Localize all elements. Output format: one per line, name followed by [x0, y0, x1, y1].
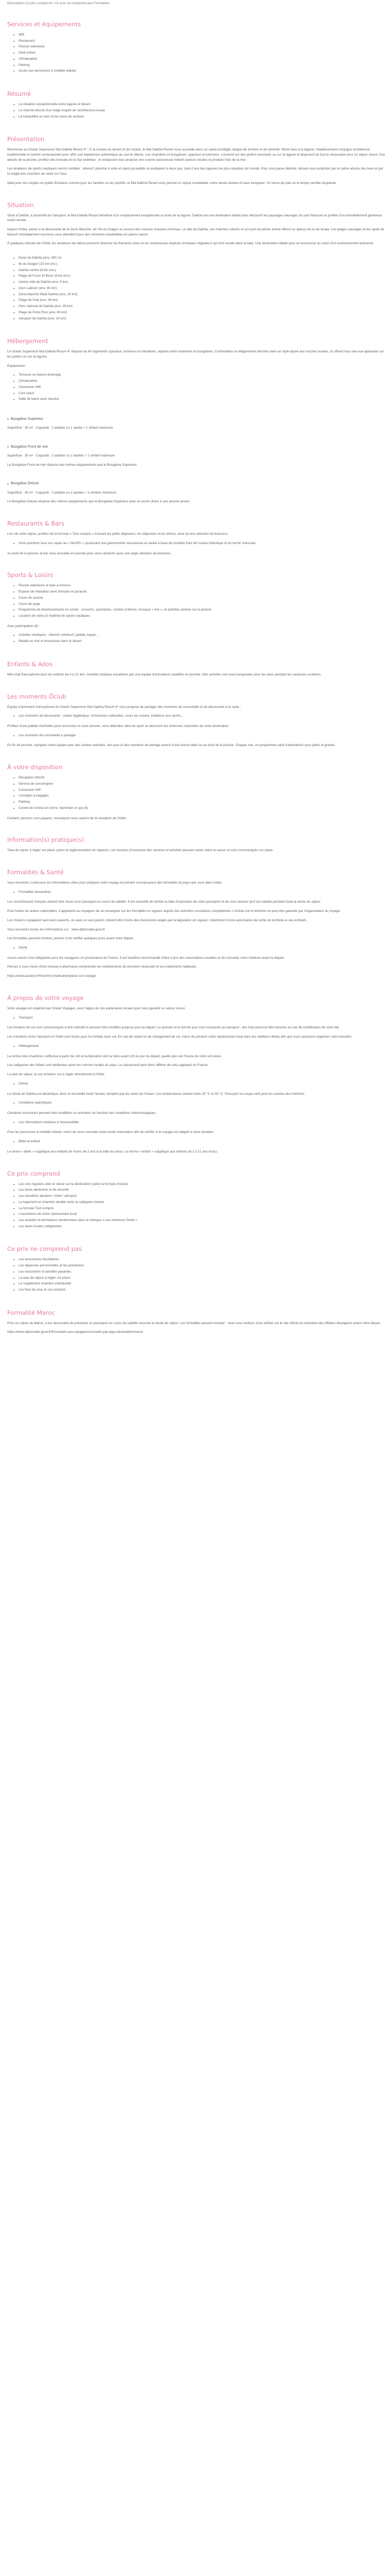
paragraph: Le Bungalow Front de mer dispose des mêmes équipements que le Bungalow Supérieur. [7, 463, 138, 467]
list-item: • La taxe de séjour à régler sur place [19, 1276, 386, 1281]
bullet-icon: • [7, 417, 9, 422]
list-item: • Piscine extérieure [19, 44, 386, 49]
paragraph: Votre voyage est organisé par Océan Voyages, avec l'appui de nos partenaires locaux pour vous garantir un séjour réussi. [7, 1006, 186, 1010]
list-item: • Transport [19, 1015, 386, 1021]
list-item: • Parc national de Dakhla (env. 30 km) [19, 304, 386, 309]
paragraph: Les formalités peuvent évoluer, pensez à les vérifier quelques jours avant votre départ. [7, 937, 134, 941]
list-item: • Location de vélos et matériel de sports nautiques [19, 614, 386, 619]
section-situation [7, 190, 386, 327]
section-a-votre-disposition [7, 752, 386, 825]
list-item: • Les taxes locales obligatoires [19, 1224, 386, 1229]
list-item: • Hébergement [19, 1044, 386, 1049]
list-item: • L'assistance de notre représentant local [19, 1212, 386, 1217]
list-item: • Coin salon [19, 391, 386, 396]
list-item: • Ile du Dragon (10 km env.) [19, 262, 386, 267]
spacer [7, 250, 386, 256]
section-enfants-ados [7, 649, 386, 682]
list-item: • Les moments de découverte : visites hygiénique, immersions culturelles, cours de cuisine, initiations aux sports... [19, 714, 386, 719]
list-item: • Vous prendrez tous vos repas au « NAURI », proposant une gastronomie savoureuse et variée à base de produits frais de l'océan Atlantique et du terroir marocain. [19, 541, 386, 546]
section-title: Présentation [7, 135, 45, 143]
list-item: • Balade en 4x4 et excursions dans le désert [19, 639, 386, 644]
paragraph: Situé à Dakhla, à proximité de l'aéroport, le Mia Dakhla Resort bénéficie d'un emplacement exceptionnel au bord de la lagune. Dakhla est une destination idéale pour découvrir les paysages sauvages du sud marocain et profiter d'un ensoleillement généreux toute l'année. [7, 213, 382, 223]
paragraph: La taxe de séjour, le cas échéant, est à régler directement à l'hôtel. [7, 1073, 105, 1077]
paragraph: Les catégories des hôtels sont attribuées selon les normes locales du pays. Le classement peut donc différer de celui appliqué en France. [7, 1063, 209, 1067]
bullet-list [7, 1139, 386, 1145]
list-item: • Les informations relatives à l'accessibilité [19, 1120, 386, 1125]
section-title: Formalité Maroc [7, 1309, 55, 1316]
list-item: • Les assurances facultatives [19, 1257, 386, 1262]
section-title: À votre disposition [7, 764, 63, 771]
paragraph: En fin de journée, rejoignez notre équipe pour des soirées animées, des jeux et des moments de partage autour d'une bonne table ou au bord de la piscine. Chaque soir, un programme varié d'animations pour petits et grands. [7, 743, 336, 748]
paragraph: Les mineurs voyageant sans leurs parents, ou avec un seul parent, doivent être munis des documents exigés par la législation en vigueur, notamment d'une autorisation de sortie du territoire le cas échéant. [7, 918, 307, 922]
list-item: • Formalités douanières [19, 890, 386, 895]
section-title: Services et équipements [7, 21, 81, 28]
list-item: • Oum Labouïr (env. 40 km) [19, 286, 386, 291]
list-item: • La tranquillité au sein d'une oasis de verdure [19, 114, 386, 120]
section-hebergement [7, 326, 386, 509]
paragraph: Idéal pour les couples en quête d'évasion comme pour les familles ou les sportifs, le Mia Dakhla Resort vous promet un séjour inoubliable, entre dunes dorées et eaux turquoise. Un havre de paix où le temps semble suspendu. [7, 181, 337, 185]
paragraph: Le Bungalow Deluxe dispose des mêmes équipements que le Bungalow Supérieur avec un accès direct à une piscine privée. [7, 500, 190, 504]
section-title: Enfants & Ados [7, 660, 53, 668]
intro-links: Description Ce prix comprend / Ce prix ne comprend pas Formalités [7, 2, 110, 5]
list-item: • Salle de bains avec douche [19, 397, 386, 402]
list-item: • Centre de remise en forme, hammam et spa (€) [19, 806, 386, 811]
list-item: • Climatisation [19, 379, 386, 384]
paragraph: La remise des chambres s'effectue à partir de 14h et la libération doit se faire avant 12h le jour du départ, quelle que soit l'heure de votre vol retour. [7, 1054, 222, 1058]
list-item: • Espace de relaxation avec transats et parasols [19, 589, 386, 595]
list-item: • Connexion Wifi [19, 788, 386, 793]
paragraph: Profitez d'une palette d'activités pour rencontrer et vous amuser, vous détendre, faire du sport ou découvrir les richesses culturelles de votre destination. [7, 724, 230, 728]
list-item: • Conditions spécifiques [19, 1100, 386, 1106]
section-resume [7, 79, 386, 124]
list-item: • Les activités et animations mentionnées dans la rubrique « Les moments Ôclub » [19, 1218, 386, 1223]
subsection-title: Bungalow Deluxe [10, 482, 39, 486]
paragraph: Le terme « bébé » s'applique aux enfants de moins de 2 ans à la date du retour. Le terme « enfant » s'applique aux enfants de 2 à 11 ans inclus. [7, 1149, 218, 1154]
list-item: • Consigne à bagages [19, 793, 386, 799]
paragraph: Vous trouverez ci-dessous les informations utiles pour préparer votre voyage et prendre connaissance des formalités du pays que vous allez visiter. [7, 880, 223, 885]
bullet-list [7, 1182, 386, 1230]
list-item: • Wifi [19, 32, 386, 38]
section-ce-prix-ne-comprend-pas [7, 1234, 386, 1297]
subsection-heading [7, 444, 386, 450]
bullet-list [7, 1044, 386, 1050]
section-formalite-maroc [7, 1298, 386, 1339]
section-ce-prix-comprend [7, 1159, 386, 1234]
section-information-s-pratique-s [7, 825, 386, 857]
section-title: Sports & Loisirs [7, 571, 54, 579]
section-sports-loisirs [7, 560, 386, 649]
subsection-title: Bungalow Supérieur [10, 417, 43, 421]
paragraph: Le Océan Supervisor Mia Dakhla Resort 4* dispose de 60 logements spacieux, lumineux et climatisés, répartis entre chambres et bungalows. Confortables et élégamment décorés dans un style épuré aux touches locales, ils offrent tous une vue apaisante sur les jardins ou sur la lagune. [7, 350, 384, 359]
section-title: Hébergement [7, 337, 48, 345]
section-title: Les moments Ôclub [7, 692, 67, 700]
list-item: • La situation exceptionnelle entre lagune et désert [19, 102, 386, 107]
list-item: • Dune blanche Wadi Dakhla (env. 20 km) [19, 292, 386, 297]
list-item: • Connexion Wifi [19, 385, 386, 390]
bullet-list [7, 733, 386, 739]
subsection-title: Bungalow Front de mer [10, 445, 48, 449]
list-item: • Cours de yoga [19, 602, 386, 607]
paragraph: Superficie : 45 m² - Capacité : 3 adultes ou 2 adultes + 2 enfants maximum [7, 490, 117, 495]
bullet-list [7, 541, 386, 547]
bullet-list [7, 945, 386, 952]
paragraph: Bienvenue au Océan Supervisor Mia Dakhla Resort 4* ! À la croisée du désert et de l'océan, le Mia Dakhla Resort vous accueille dans un cadre privilégié, baigné de lumière et de sérénité. Niché face à la lagune, l'établissement conjugue architecture traditionnelle et confort contemporain pour offrir une expérience authentique au sud du Maroc. Les chambres et bungalows, spacieux et lumineux, s'ouvrent sur des jardins luxuriants ou sur la lagune et disposent de tout le nécessaire pour un séjour réussi. Aux abords de la piscine, profitez des transats et du bar extérieur ; le restaurant vous propose une cuisine savoureuse mêlant saveurs locales et produits frais de la mer. [7, 148, 385, 162]
bullet-list [7, 1081, 386, 1088]
list-item: • La formule Tout compris [19, 1206, 386, 1211]
list-item: • Terrasse ou balcon aménagé [19, 372, 386, 378]
bullet-list [7, 890, 386, 896]
list-item: • Centre-ville de Dakhla (env. 5 km) [19, 280, 386, 285]
section-a-propos-de-votre-voyage [7, 983, 386, 1159]
list-item: • Dune de Dakhla (env. 300 m) [19, 256, 386, 261]
list-item: • Les taxes aériennes et de sécurité [19, 1188, 386, 1193]
section-title: À propos de votre voyage [7, 994, 84, 1002]
content [7, 9, 386, 1339]
list-item: • Bébé et enfant [19, 1139, 386, 1144]
list-item: • Parking [19, 63, 386, 68]
subsection-heading [7, 416, 386, 422]
list-item: • Réception 24h/24 [19, 775, 386, 781]
bullet-list [7, 1015, 386, 1022]
section-restaurants-bars [7, 509, 386, 560]
page [0, 1, 391, 1339]
section-title: Résumé [7, 90, 31, 98]
paragraph: https://www.pasteur.fr/fr/centre-medical/preparer-son-voyage [7, 974, 96, 978]
paragraph: Lors de votre séjour, profitez de la formule « Tout compris » incluant les petits déjeuners, les déjeuners et les dîners, ainsi qu'une sélection de boissons. [7, 532, 229, 536]
list-item: • Climatisation [19, 57, 386, 62]
bullet-list [7, 714, 386, 720]
list-item: • Le logement en chambre double selon la catégorie choisie [19, 1200, 386, 1205]
paragraph: Superficie : 35 m² - Capacité : 2 adultes ou 2 adultes + 1 enfant maximum [7, 454, 115, 458]
list-item: • Climat [19, 1081, 386, 1087]
list-item: • Accès aux personnes à mobilité réduite [19, 69, 386, 74]
list-item: • Plage de Porto Rico (env. 60 km) [19, 310, 386, 315]
list-item: • Restaurant [19, 39, 386, 44]
list-item: • Les vols réguliers aller et retour sur la destination (selon la formule choisie) [19, 1182, 386, 1187]
list-item: • Club enfant [19, 50, 386, 56]
list-item: • Service de conciergerie [19, 782, 386, 787]
list-item: • Santé [19, 945, 386, 951]
bullet-list [7, 1257, 386, 1293]
paragraph: Les transferts entre l'aéroport et l'hôtel sont inclus pour les forfaits avec vol. En cas de retard ou de changement de vol, merci de prévenir notre représentant local dans les meilleurs délais afin que nous puissions organiser votre transfert. [7, 1035, 352, 1039]
paragraph: https://www.diplomatie.gouv.fr/fr/conseils-aux-voyageurs/conseils-par-pays-destination/maroc [7, 1330, 143, 1334]
paragraph: Depuis l'hôtel, partez à la découverte de la Dune Blanche, de l'île du Dragon ou encore des sources chaudes d'Asmaa. La ville de Dakhla, ses marchés colorés et son port de pêche animé offrent un aperçu de la vie locale. Les plages sauvages et les spots de kitesurf mondialement reconnus vous attendent pour des moments inoubliables en pleine nature. [7, 227, 384, 236]
subsection-heading [7, 481, 386, 487]
list-item: • Activités nautiques : kitesurf, windsurf, paddle, kayak... [19, 633, 386, 638]
list-item: • Les excursions et activités payantes [19, 1269, 386, 1275]
paragraph: Pour les personnes à mobilité réduite, merci de nous consulter avant toute réservation afin de vérifier si le voyage est adapté à votre situation. [7, 1130, 215, 1134]
list-item: • Le charme discret d'un lodge inspiré de l'architecture locale [19, 108, 386, 113]
section-les-moments-oclub [7, 682, 386, 753]
list-item: • Le supplément chambre individuelle [19, 1281, 386, 1286]
bullet-list [7, 372, 386, 403]
section-services-et-equipements [7, 9, 386, 79]
paragraph: Avec participation (€) : [7, 624, 40, 628]
paragraph: Équipement : [7, 364, 27, 368]
list-item: • Piscine extérieure et bain à remous [19, 583, 386, 588]
bullet-list [7, 32, 386, 75]
list-item: • Les frais de visa, le cas échéant [19, 1287, 386, 1293]
bullet-list [7, 775, 386, 811]
paragraph: Pensez à vous munir d'une trousse à pharmacie comprenant les médicaments de première nécessité et vos traitements habituels. [7, 965, 197, 969]
section-title: Restaurants & Bars [7, 520, 64, 528]
bullet-list [7, 633, 386, 645]
list-item: • Plage de Foum El Bouir (6 km env.) [19, 274, 386, 279]
paragraph: Certaines excursions peuvent être modifiées ou annulées en fonction des conditions météorologiques. [7, 1111, 157, 1115]
section-title: Ce prix ne comprend pas [7, 1245, 82, 1253]
paragraph: Mini-club francophone pour les enfants de 4 à 12 ans. Activités ludiques encadrées par une équipe d'animateurs qualifiés en journée. Des activités sont aussi proposées pour les ados pendant les vacances scolaires. [7, 672, 322, 676]
section-title: Situation [7, 201, 34, 209]
paragraph: Les ressortissants français doivent être munis d'un passeport en cours de validité. Il est conseillé de vérifier la date d'expiration de votre passeport et de vous assurer qu'il est valable pendant toute la durée du séjour. [7, 900, 321, 904]
paragraph: Taxe de séjour à régler sur place (selon la réglementation en vigueur). Les horaires d'ouverture des services et activités peuvent varier selon la saison et sont communiqués sur place. [7, 849, 274, 853]
section-title: Ce prix comprend [7, 1170, 60, 1177]
list-item: • Les transferts aéroport / hôtel / aéroport [19, 1194, 386, 1199]
paragraph: Le climat de Dakhla est désertique, doux et ensoleillé toute l'année, tempéré par les vents de l'océan. Les températures varient entre 20 °C et 30 °C. Prévoyez un coupe-vent pour les soirées plus fraîches. [7, 1092, 305, 1096]
paragraph: Les horaires de vol sont communiqués à titre indicatif et peuvent être modifiés jusqu'au jour du départ. Le premier et le dernier jour sont consacrés au transport ; des frais pourront être facturés en cas de modification de votre fait. [7, 1026, 340, 1030]
bullet-icon: • [7, 481, 9, 486]
list-item: • Plage de l'Isla (env. 40 km) [19, 298, 386, 303]
list-item: • Parking [19, 800, 386, 805]
bullet-list [7, 102, 386, 120]
bullet-icon: • [7, 444, 9, 449]
section-title: Information(s) pratique(s) [7, 836, 84, 844]
section-presentation [7, 124, 386, 190]
paragraph: Équipe d'animation francophone du Océan Supervisor Mia Dakhla Resort 4* vous propose de partager des moments de convivialité et de découverte à la carte : [7, 705, 241, 709]
section-title: Formalités & Santé [7, 868, 64, 876]
bullet-list [7, 1120, 386, 1126]
bullet-list [7, 256, 386, 322]
list-item: • Aéroport de Dakhla (env. 10 km) [19, 316, 386, 321]
paragraph: Pour un séjour au Maroc, il est nécessaire de présenter un passeport en cours de validité couvrant la durée du séjour. Les formalités peuvent évoluer : nous vous invitons à les vérifier sur le site officiel du ministère des Affaires étrangères avant votre départ. [7, 1321, 381, 1325]
paragraph: Aucun vaccin n'est obligatoire pour les voyageurs en provenance de France. Il est toutefois recommandé d'être à jour des vaccinations usuelles et de consulter votre médecin avant le départ. [7, 956, 285, 960]
list-item: • Programme de divertissements en soirée : concerts, spectacles, soirées à thème, musique « live », et activités variées sur la piscine [19, 607, 386, 613]
section-formalites-sante [7, 857, 386, 983]
paragraph: Les amateurs de sports nautiques seront comblés : kitesurf, planche à voile et stand up paddle se pratiquent à deux pas, dans l'une des lagunes les plus réputées du monde. Pour une pause détente, laissez-vous emporter par le calme absolu des lieux et par la magie des couchers de soleil sur l'eau. [7, 167, 383, 176]
list-item: • Cours de cuisine [19, 596, 386, 601]
paragraph: Certains services sont payants, renseignez-vous auprès de la réception de l'hôtel. [7, 816, 127, 820]
list-item: • Les dépenses personnelles et les pourboires [19, 1263, 386, 1268]
list-item: • Dakhla centre (8 km env.) [19, 268, 386, 273]
list-item: • Les moments de convivialité à partager [19, 733, 386, 738]
paragraph: Superficie : 35 m² - Capacité : 2 adultes ou 1 adulte + 1 enfant maximum [7, 426, 113, 430]
paragraph: À quelques minutes de l'hôtel, les amateurs de nature pourront observer les flamants roses et les nombreuses espèces d'oiseaux migrateurs qui font escale dans la baie. Une destination idéale pour se ressourcer au cœur d'un environnement préservé. [7, 242, 374, 246]
bullet-list [7, 583, 386, 619]
bullet-list [7, 1100, 386, 1107]
paragraph: Pour toutes les autres nationalités, il appartient au voyageur de se renseigner sur les formalités en vigueur auprès des autorités consulaires compétentes. L'entrée sur le territoire ne peut être garantie par l'organisateur du voyage. [7, 909, 341, 913]
paragraph: Vous trouverez toutes les informations sur : www.diplomatie.gouv.fr [7, 927, 105, 931]
paragraph: Au bord de la piscine, le bar vous accueille en journée pour vous rafraîchir avec une large sélection de boissons. [7, 551, 172, 555]
